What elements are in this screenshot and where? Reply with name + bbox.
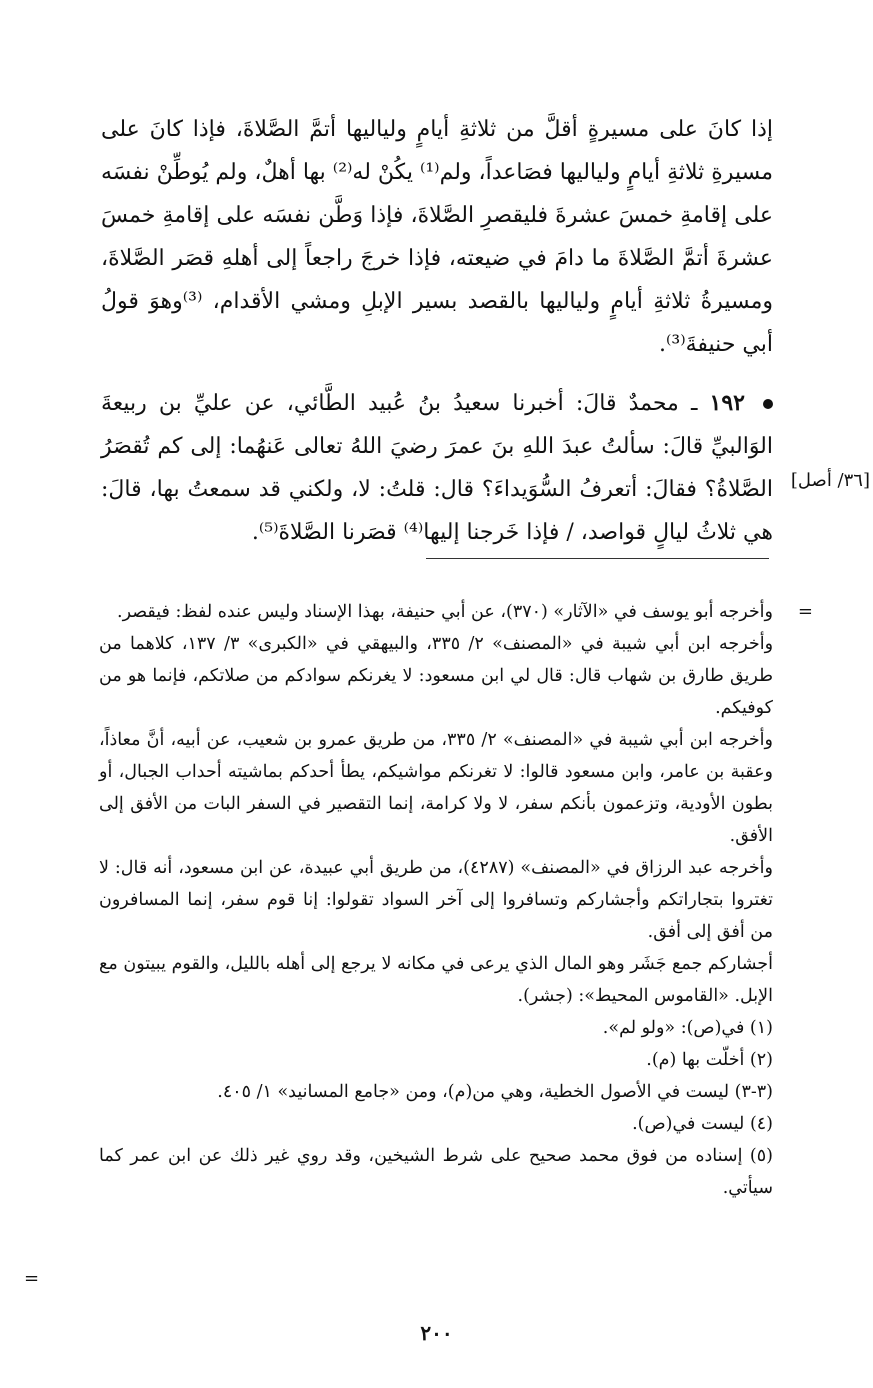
footnote: (٢) أخلّت بها (م). — [646, 1050, 773, 1070]
footnote-divider — [426, 558, 769, 559]
main-text — [101, 108, 773, 554]
footnote: (٣-٣) ليست في الأصول الخطية، وهي من(م)، ومن «جامع المسانيد» ١/ ٤٠٥. — [217, 1082, 773, 1102]
hadith-number: ١٩٢ — [709, 390, 745, 416]
footnote-takhrij: وأخرجه ابن أبي شيبة في «المصنف» ٢/ ٣٣٥، والبيهقي في «الكبرى» ٣/ ١٣٧، كلاهما من طريق طارق بن شهاب قال: قال لي ابن مسعود: لا يغرنكم سوادكم من صلاتكم، فإنما هو من كوفيكم. — [99, 634, 774, 718]
paragraph: إذا كانَ على مسيرةٍ أقلَّ من ثلاثةِ أيامٍ ولياليها أتمَّ الصَّلاةَ، فإذا كانَ على مسيرةِ ثلاثةِ أيامٍ ولياليها فصَاعداً، ولم⁽¹⁾ يكُنْ له⁽²⁾ بها أهلٌ، ولم يُوطِّنْ نفسَه على إقامةِ خمسَ عشرةَ فليقصرِ الصَّلاةَ، فإذا وَطَّن نفسَه على إقامةِ خمسَ عشرةَ أتمَّ الصَّلاةَ ما دامَ في ضيعته، فإذا خرجَ راجعاً إلى أهلهِ قصَر الصَّلاةَ، ومسيرةُ ثلاثةِ أيامٍ ولياليها بالقصد بسير الإبلِ ومشي الأقدام، ⁽³⁾وهوَ قولُ أبي حنيفةَ⁽³⁾. — [101, 117, 773, 357]
footnote-takhrij: وأخرجه أبو يوسف في «الآثار» (٣٧٠)، عن أبي حنيفة، بهذا الإسناد وليس عنده لفظ: فيقصر. — [117, 602, 773, 622]
continuation-end-mark: = — [24, 1268, 40, 1289]
footnote: (٥) إسناده من فوق محمد صحيح على شرط الشيخين، وقد روي غير ذلك عن ابن عمر كما سيأتي. — [99, 1146, 773, 1198]
footnotes — [99, 596, 813, 1204]
hadith-paragraph — [101, 382, 773, 554]
margin-note: [٣٦/ أصل] — [790, 470, 870, 491]
hadith-text: ـ محمدٌ قالَ: أخبرنا سعيدُ بنُ عُبيد الطَّائي، عن عليِّ بن ربيعةَ الوَالبيِّ قالَ: سألتُ عبدَ اللهِ بنَ عمرَ رضيَ اللهُ تعالى عَنهُما: إلى كم تُقصَرُ الصَّلاةُ؟ فقالَ: أتعرفُ السُّوَيداءَ؟ قال: قلتُ: لا، ولكني قد سمعتُ بها، قالَ: هي ثلاثُ ليالٍ قواصد، / فإذا خَرجنا إليها⁽⁴⁾ قصَرنا الصَّلاةَ⁽⁵⁾. — [101, 391, 773, 545]
footnote: (١) في(ص): «ولو لم». — [602, 1018, 773, 1038]
continuation-mark: = — [797, 601, 813, 622]
bullet-icon — [763, 399, 773, 409]
footnote-takhrij: وأخرجه ابن أبي شيبة في «المصنف» ٢/ ٣٣٥، من طريق عمرو بن شعيب، عن أبيه، أنَّ معاذاً، وعقبة بن عامر، وابن مسعود قالوا: لا تغرنكم مواشيكم، يطأ أحدكم بماشيته أحداب الجبال، أو بطون الأودية، وتزعمون بأنكم سفر، لا ولا كرامة، إنما التقصير في السفر البات من الأفق إلى الأفق. — [99, 730, 773, 846]
footnote-takhrij: وأخرجه عبد الرزاق في «المصنف» (٤٢٨٧)، من طريق أبي عبيدة، عن ابن مسعود، أنه قال: لا تغتروا بتجاراتكم وأجشاركم وتسافروا إلى آخر السواد تقولوا: إنا قوم سفر، إنما المسافرون من أفق إلى أفق. — [99, 858, 773, 942]
footnote-takhrij: أجشاركم جمع جَشَر وهو المال الذي يرعى في مكانه لا يرجع إلى أهله بالليل، والقوم يبيتون مع الإبل. «القاموس المحيط»: (جشر). — [99, 954, 773, 1006]
footnote: (٤) ليست في(ص). — [632, 1114, 773, 1134]
page-number: ٢٠٠ — [420, 1321, 453, 1345]
